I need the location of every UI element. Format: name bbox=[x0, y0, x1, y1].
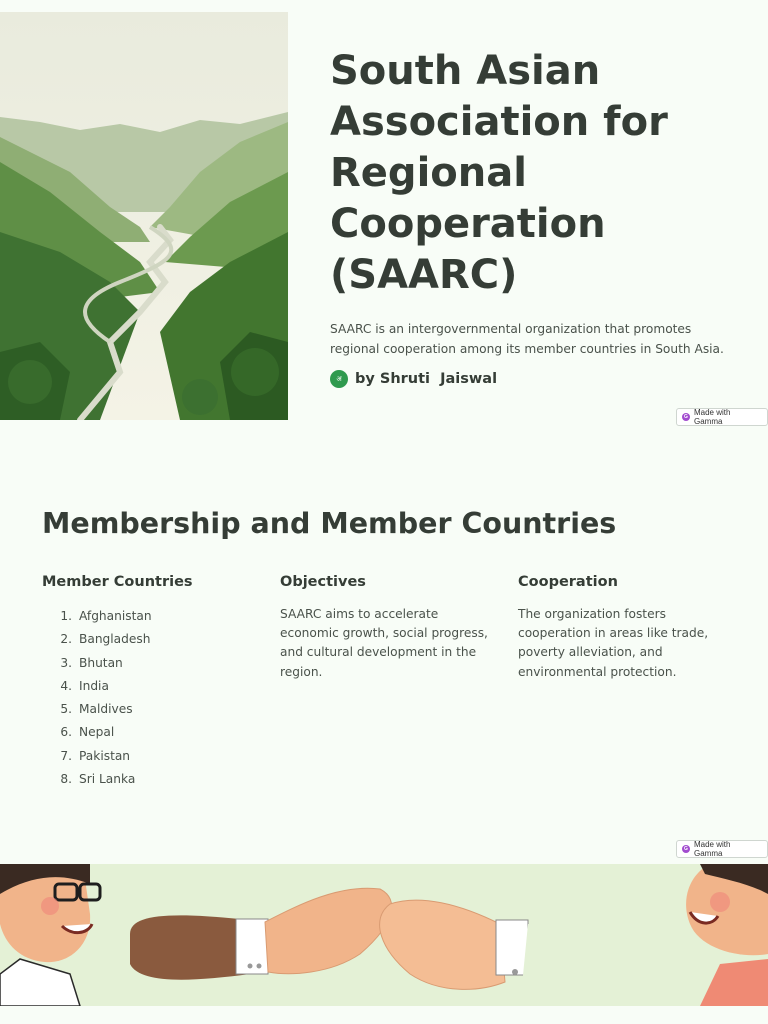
avatar: अ bbox=[330, 370, 348, 388]
made-with-gamma-badge[interactable] bbox=[676, 840, 768, 858]
cooperation-text: The organization fosters cooperation in areas like trade, poverty alleviation, and environmental protection. bbox=[518, 607, 709, 679]
handshake-illustration bbox=[0, 864, 768, 1006]
objectives-column bbox=[280, 574, 495, 682]
cooperation-column bbox=[518, 574, 718, 682]
badge-label: Made with Gamma bbox=[693, 408, 731, 426]
presentation-title: South Asian Association for Regional Cooperation (SAARC) bbox=[330, 48, 668, 298]
list-item: 1. Afghanistan bbox=[60, 609, 152, 623]
objectives-text: SAARC aims to accelerate economic growth, social progress, and cultural development in the region. bbox=[280, 607, 488, 679]
list-item: 8. Sri Lanka bbox=[60, 772, 136, 787]
author-name: by Shruti Jaiswal bbox=[355, 371, 498, 387]
member-countries-column bbox=[42, 574, 257, 791]
made-with-gamma-badge[interactable] bbox=[676, 408, 768, 426]
list-item: 7. Pakistan bbox=[60, 748, 131, 763]
objectives-title: Objectives bbox=[280, 574, 366, 590]
valley-landscape-image bbox=[0, 12, 288, 420]
member-countries-list bbox=[42, 605, 257, 791]
list-item: 4. India bbox=[60, 678, 109, 693]
title-slide bbox=[0, 0, 768, 430]
badge-label: Made with Gamma bbox=[693, 840, 731, 858]
gamma-logo-icon: G bbox=[682, 845, 690, 853]
list-item: 3. Bhutan bbox=[60, 655, 123, 670]
list-item: 2. Bangladesh bbox=[60, 632, 151, 647]
gamma-logo-icon: G bbox=[682, 413, 690, 421]
list-item: 5. Maldives bbox=[60, 702, 133, 717]
presentation-subtitle: SAARC is an intergovernmental organization that promotes regional cooperation among its member countries in South Asia. bbox=[330, 322, 724, 356]
membership-heading: Membership and Member Countries bbox=[42, 507, 617, 540]
author-byline bbox=[330, 370, 497, 388]
list-item: 6. Nepal bbox=[60, 725, 115, 740]
member-countries-title: Member Countries bbox=[42, 574, 193, 590]
cooperation-title: Cooperation bbox=[518, 574, 618, 590]
